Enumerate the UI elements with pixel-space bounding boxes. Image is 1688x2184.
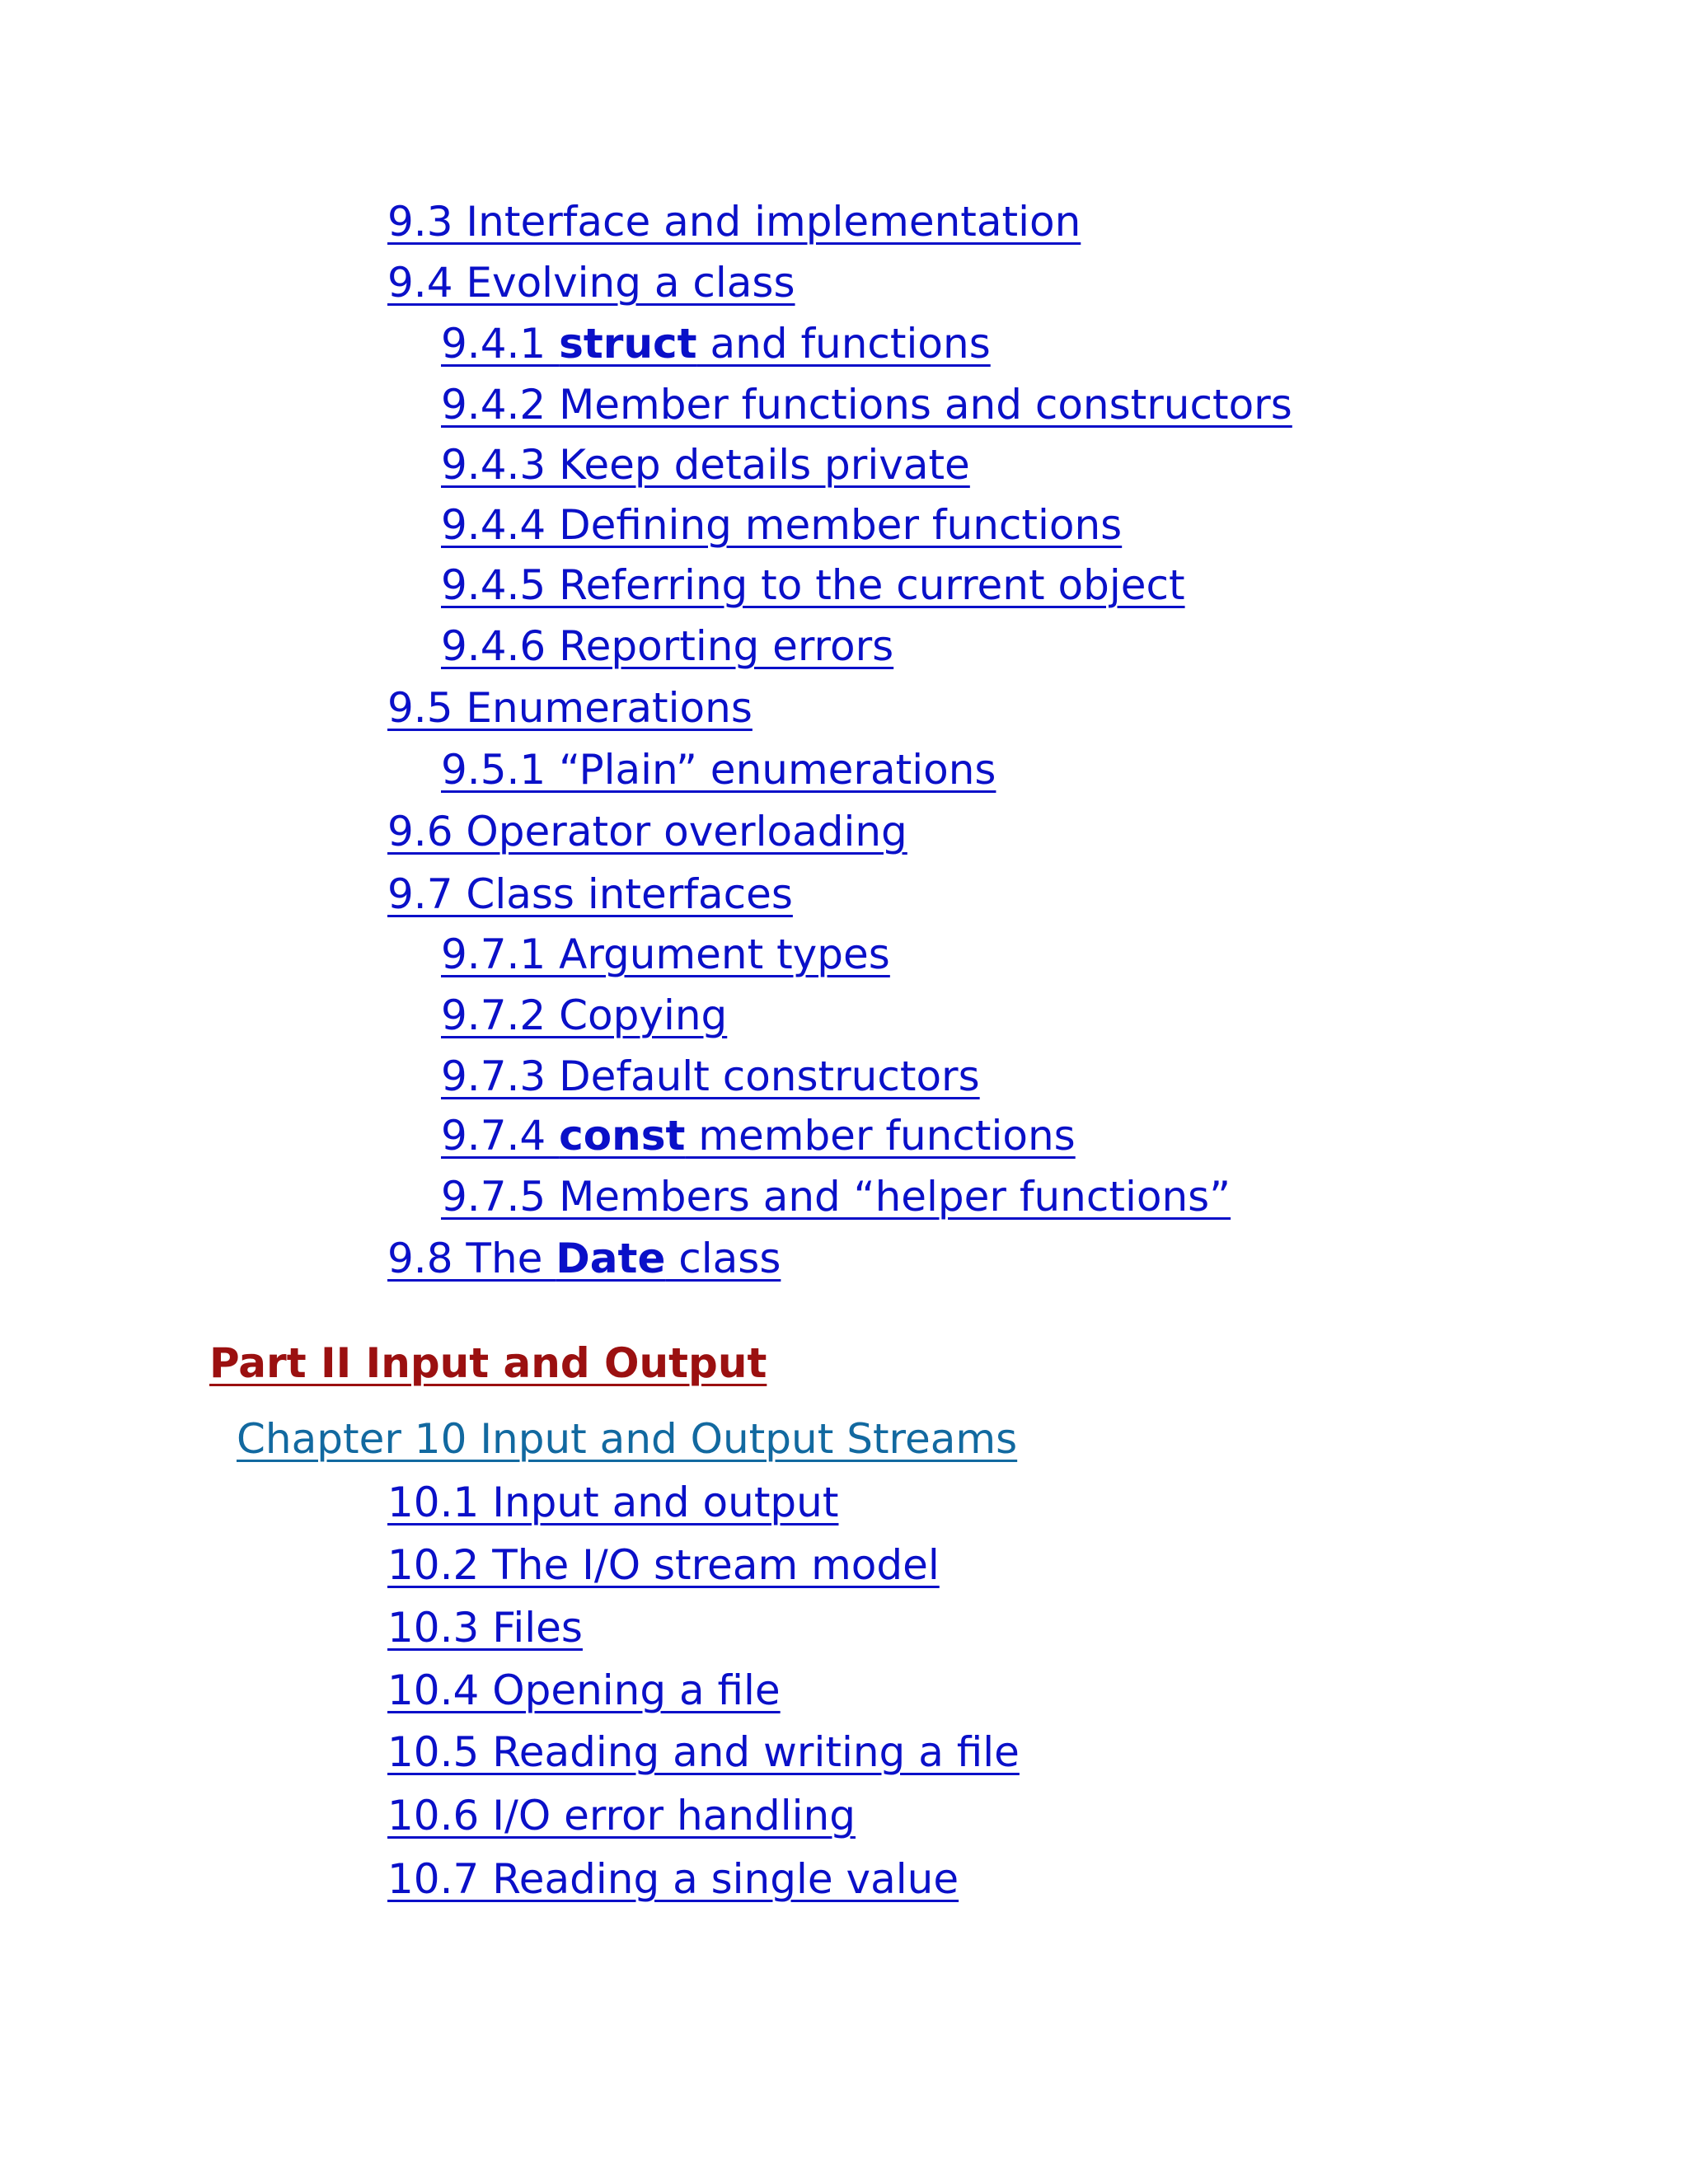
- toc-part-heading-part-ii[interactable]: [209, 1339, 767, 1387]
- toc-text-segment: 9.4.5 Referring to the current object: [441, 561, 1185, 609]
- toc-text-segment: 10.5 Reading and writing a file: [387, 1728, 1020, 1776]
- toc-link-10-6[interactable]: [387, 1792, 856, 1840]
- toc-text-segment: 9.5 Enumerations: [387, 684, 753, 732]
- toc-text-segment: member functions: [685, 1112, 1076, 1160]
- toc-text-segment: 9.7 Class interfaces: [387, 870, 793, 918]
- toc-text-segment: Chapter 10 Input and Output Streams: [237, 1415, 1018, 1463]
- toc-text-segment: 9.4 Evolving a class: [387, 259, 795, 307]
- toc-text-segment: 9.7.3 Default constructors: [441, 1052, 980, 1100]
- toc-text-segment: 10.1 Input and output: [387, 1479, 839, 1526]
- toc-link-9-4[interactable]: [387, 259, 795, 307]
- toc-text-segment: and functions: [696, 320, 991, 368]
- toc-text-segment: 9.4.1: [441, 320, 560, 368]
- toc-code-keyword: struct: [559, 320, 697, 368]
- toc-link-9-4-3[interactable]: [441, 441, 970, 489]
- toc-link-9-3[interactable]: [387, 198, 1081, 246]
- toc-link-9-7-5[interactable]: [441, 1173, 1231, 1221]
- toc-link-10-4[interactable]: [387, 1666, 781, 1714]
- toc-text-segment: 9.6 Operator overloading: [387, 808, 907, 855]
- toc-link-9-7-2[interactable]: [441, 991, 728, 1039]
- toc-link-9-7[interactable]: [387, 870, 793, 918]
- toc-text-segment: 9.7.1 Argument types: [441, 930, 890, 978]
- toc-link-9-4-2[interactable]: [441, 381, 1292, 429]
- toc-code-keyword: const: [559, 1112, 686, 1160]
- toc-link-9-6[interactable]: [387, 808, 907, 855]
- toc-link-10-3[interactable]: [387, 1604, 583, 1652]
- toc-link-9-7-1[interactable]: [441, 930, 890, 978]
- toc-text-segment: 9.3 Interface and implementation: [387, 198, 1081, 246]
- toc-link-9-4-1[interactable]: [441, 320, 991, 368]
- toc-link-9-4-5[interactable]: [441, 561, 1185, 609]
- toc-text-segment: class: [665, 1235, 781, 1282]
- toc-link-10-7[interactable]: [387, 1855, 959, 1903]
- toc-text-segment: 10.4 Opening a file: [387, 1666, 781, 1714]
- toc-text-segment: 9.7.4: [441, 1112, 560, 1160]
- toc-text-segment: 9.4.4 Defining member functions: [441, 501, 1123, 549]
- toc-text-segment: 9.4.3 Keep details private: [441, 441, 970, 489]
- toc-code-keyword: Date: [556, 1235, 666, 1282]
- toc-text-segment: 10.2 The I/O stream model: [387, 1541, 940, 1589]
- toc-text-segment: 9.5.1 “Plain” enumerations: [441, 746, 996, 794]
- toc-text-segment: 9.7.5 Members and “helper functions”: [441, 1173, 1231, 1221]
- toc-link-9-7-4[interactable]: [441, 1112, 1076, 1160]
- toc-link-10-1[interactable]: [387, 1479, 839, 1526]
- toc-text-segment: 10.7 Reading a single value: [387, 1855, 959, 1903]
- toc-text-segment: 9.4.6 Reporting errors: [441, 622, 894, 670]
- toc-text-segment: 9.8 The: [387, 1235, 556, 1282]
- toc-text-segment: 10.3 Files: [387, 1604, 583, 1652]
- toc-link-9-5[interactable]: [387, 684, 753, 732]
- toc-link-9-4-4[interactable]: [441, 501, 1123, 549]
- toc-link-10-2[interactable]: [387, 1541, 940, 1589]
- toc-text-segment: 9.4.2 Member functions and constructors: [441, 381, 1292, 429]
- toc-link-10-5[interactable]: [387, 1728, 1020, 1776]
- toc-chapter-link-10[interactable]: [237, 1415, 1018, 1463]
- toc-link-9-7-3[interactable]: [441, 1052, 980, 1100]
- toc-link-9-4-6[interactable]: [441, 622, 894, 670]
- toc-text-segment: Part II Input and Output: [209, 1339, 767, 1387]
- toc-link-9-5-1[interactable]: [441, 746, 996, 794]
- toc-text-segment: 10.6 I/O error handling: [387, 1792, 856, 1840]
- toc-link-9-8[interactable]: [387, 1235, 781, 1282]
- toc-text-segment: 9.7.2 Copying: [441, 991, 728, 1039]
